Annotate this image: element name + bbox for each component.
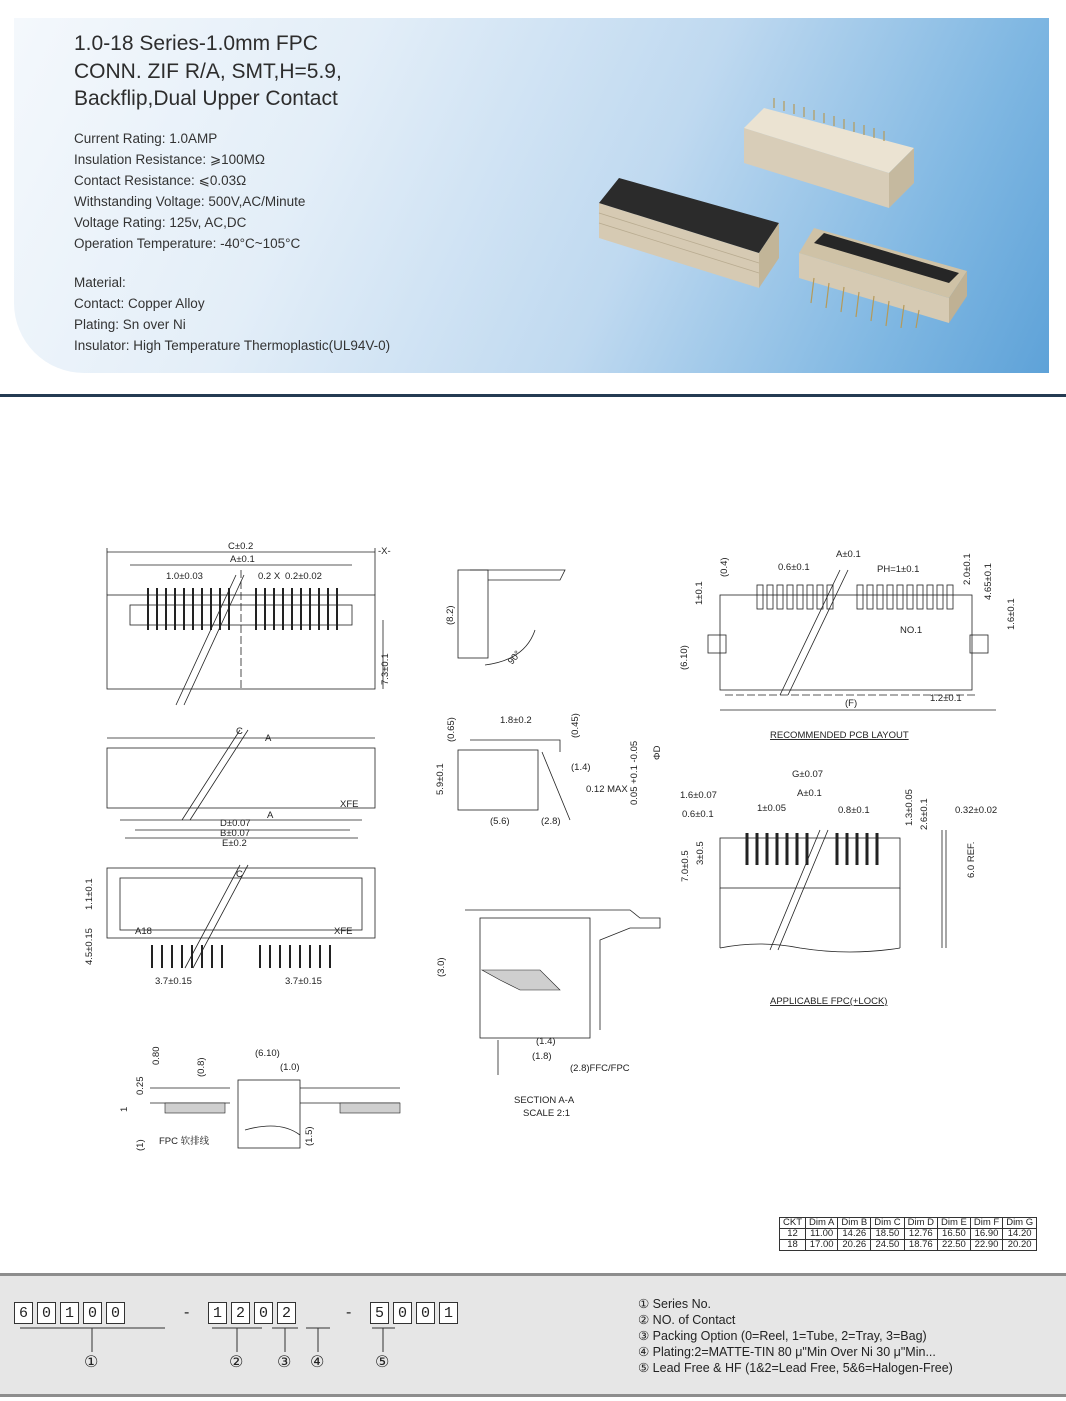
table-cell: 22.50 <box>938 1240 971 1251</box>
pn-digit: 0 <box>106 1302 125 1324</box>
material-insulator: Insulator: High Temperature Thermoplastic(UL94V-0) <box>74 338 391 353</box>
pn-marker-2: ② <box>229 1352 244 1371</box>
bottom-dim-1-5: (1.5) <box>304 1126 315 1146</box>
section-mark-a-top: A <box>265 733 272 744</box>
mark-xfe-1: XFE <box>340 799 359 810</box>
connector-image-left <box>599 178 779 288</box>
pcb-dim-pitch: PH=1±0.1 <box>877 564 920 575</box>
pcb-no1-mark: NO.1 <box>900 625 923 636</box>
table-row <box>780 1240 1037 1251</box>
fpc-dim-2-6: 2.6±0.1 <box>919 798 930 830</box>
top-view-pins <box>148 588 337 630</box>
pcb-dim-0-6: 0.6±0.1 <box>778 562 810 573</box>
pn-digit: 1 <box>60 1302 79 1324</box>
material-contact: Contact: Copper Alloy <box>74 296 205 311</box>
dim-8-2: (8.2) <box>445 605 456 625</box>
pn-digit: 0 <box>254 1302 273 1324</box>
spec-voltage-rating: Voltage Rating: 125v, AC,DC <box>74 215 247 230</box>
fpc-dim-0-6: 0.6±0.1 <box>682 809 714 820</box>
legend-contacts: ② NO. of Contact <box>638 1313 736 1327</box>
section-scale: SCALE 2:1 <box>523 1108 570 1119</box>
pcb-dim-f: (F) <box>845 698 858 709</box>
pn-marker-3: ③ <box>277 1352 292 1371</box>
pcb-dim-1-2: 1.2±0.1 <box>930 693 962 704</box>
bottom-front-view <box>107 865 375 968</box>
dim-0-65: (0.65) <box>446 717 457 742</box>
section-dim-2-8: (2.8)FFC/FPC <box>570 1063 630 1074</box>
fpc-title: APPLICABLE FPC(+LOCK) <box>770 996 888 1007</box>
table-header: CKT <box>780 1218 806 1229</box>
bottom-dim-0-25: 0.25 <box>135 1076 146 1095</box>
pn-digit: 2 <box>231 1302 250 1324</box>
table-header-row <box>780 1218 1037 1229</box>
pn-separator: - <box>346 1304 352 1321</box>
dim-3-7-left: 3.7±0.15 <box>155 976 192 987</box>
legend-packing: ③ Packing Option (0=Reel, 1=Tube, 2=Tray, 3=Bag) <box>638 1329 927 1343</box>
bottom-dim-6-10: (6.10) <box>255 1048 280 1059</box>
mark-xfe-2: XFE <box>334 926 353 937</box>
product-title <box>74 30 342 113</box>
table-cell: 18 <box>780 1240 806 1251</box>
pn-leader-lines <box>0 1326 500 1356</box>
dim-1-8: 1.8±0.2 <box>500 715 532 726</box>
dim-1-4: (1.4) <box>571 762 591 773</box>
dim-a: A±0.1 <box>230 554 255 565</box>
part-number-legend <box>638 1296 953 1376</box>
fpc-dim-g: G±0.07 <box>792 769 824 780</box>
table-cell: 18.50 <box>871 1229 904 1240</box>
dim-3-7-right: 3.7±0.15 <box>285 976 322 987</box>
connector-image-right <box>799 228 967 328</box>
section-dim-1-8: (1.8) <box>532 1051 552 1062</box>
fpc-dim-0-32: 0.32±0.02 <box>955 805 998 816</box>
bottom-dim-paren-1: (1) <box>135 1139 146 1151</box>
pn-digit: 0 <box>393 1302 412 1324</box>
dim-0-05: 0.05 +0.1 -0.05 <box>629 740 640 805</box>
table-cell: 20.26 <box>838 1240 871 1251</box>
technical-drawing <box>0 520 1066 1200</box>
connector-image-top <box>744 98 914 208</box>
header-panel <box>14 18 1049 373</box>
datum-x: -X- <box>378 546 391 557</box>
dim-7-3: 7.3±0.1 <box>380 653 391 685</box>
table-cell: 18.76 <box>904 1240 937 1251</box>
pcb-dim-0-4: (0.4) <box>719 557 730 577</box>
spec-operation-temperature: Operation Temperature: -40°C~105°C <box>74 236 301 251</box>
table-header: Dim A <box>806 1218 838 1229</box>
pn-digit: 2 <box>277 1302 296 1324</box>
pcb-dim-2-0: 2.0±0.1 <box>962 553 973 585</box>
fpc-dim-1: 1±0.05 <box>757 803 786 814</box>
table-cell: 20.20 <box>1003 1240 1037 1251</box>
spec-contact-resistance: Contact Resistance: ⩽0.03Ω <box>74 173 247 188</box>
fpc-dim-1-6: 1.6±0.07 <box>680 790 717 801</box>
bottom-view-pins <box>152 945 330 968</box>
pcb-layout-title: RECOMMENDED PCB LAYOUT <box>770 730 909 741</box>
table-cell: 16.90 <box>970 1229 1002 1240</box>
dim-e: E±0.2 <box>222 838 247 849</box>
table-header: Dim F <box>970 1218 1002 1229</box>
pcb-dim-a: A±0.1 <box>836 549 861 560</box>
dim-5-6: (5.6) <box>490 816 510 827</box>
fpc-view <box>720 830 946 952</box>
bottom-dim-0-8: (0.8) <box>196 1057 207 1077</box>
table-cell: 17.00 <box>806 1240 838 1251</box>
pcb-dim-6-10: (6.10) <box>679 645 690 670</box>
title-line-1: 1.0-18 Series-1.0mm FPC <box>74 32 318 55</box>
material-list <box>74 272 390 356</box>
pn-digit: 1 <box>208 1302 227 1324</box>
pcb-pads <box>757 585 953 609</box>
fpc-dim-a: A±0.1 <box>797 788 822 799</box>
bottom-dim-1: 1 <box>119 1106 130 1112</box>
dim-0-2: 0.2±0.02 <box>285 571 322 582</box>
fpc-dim-0-8: 0.8±0.1 <box>838 805 870 816</box>
material-plating: Plating: Sn over Ni <box>74 317 186 332</box>
section-dim-1-4: (1.4) <box>536 1036 556 1047</box>
table-header: Dim C <box>871 1218 904 1229</box>
table-cell: 11.00 <box>806 1229 838 1240</box>
dim-2-8: (2.8) <box>541 816 561 827</box>
pn-digit: 0 <box>416 1302 435 1324</box>
dim-tolerance-box: 0.2 X <box>258 571 281 582</box>
bottom-fpc-label: FPC 软排线 <box>159 1136 210 1147</box>
dim-4-5: 4.5±0.15 <box>84 928 95 965</box>
centerline-mark-1: C <box>236 726 243 737</box>
dim-5-9: 5.9±0.1 <box>435 763 446 795</box>
fpc-dim-6-0: 6.0 REF. <box>966 841 977 878</box>
dim-c: C±0.2 <box>228 541 254 552</box>
table-cell: 16.50 <box>938 1229 971 1240</box>
table-cell: 14.20 <box>1003 1229 1037 1240</box>
bottom-dim-1-0: (1.0) <box>280 1062 300 1073</box>
table-cell: 14.26 <box>838 1229 871 1240</box>
section-mark-a-bottom: A <box>267 810 274 821</box>
part-number-footer <box>0 1273 1066 1397</box>
pn-digit: 0 <box>83 1302 102 1324</box>
pn-digit: 6 <box>14 1302 33 1324</box>
pn-separator: - <box>184 1304 190 1321</box>
legend-plating: ④ Plating:2=MATTE-TIN 80 μ"Min Over Ni 30 μ"Min... <box>638 1345 936 1359</box>
dim-pitch: 1.0±0.03 <box>166 571 203 582</box>
bottom-dim-0-80: 0.80 <box>151 1046 162 1065</box>
fpc-dim-3: 3±0.5 <box>695 841 706 865</box>
mid-side-view <box>458 740 570 820</box>
part-number-group-contacts <box>208 1302 296 1324</box>
pcb-dim-1: 1±0.1 <box>694 581 705 605</box>
legend-series: ① Series No. <box>638 1297 712 1311</box>
spec-current-rating: Current Rating: 1.0AMP <box>74 131 218 146</box>
dim-0-12-max: 0.12 MAX <box>586 784 628 795</box>
table-cell: 22.90 <box>970 1240 1002 1251</box>
fpc-dim-7-0: 7.0±0.5 <box>680 850 691 882</box>
section-title: SECTION A-A <box>514 1095 575 1106</box>
pn-digit: 0 <box>37 1302 56 1324</box>
connector-product-photo <box>589 88 999 328</box>
fpc-cable-hatch <box>165 970 560 1113</box>
pcb-dim-1-6: 1.6±0.1 <box>1006 598 1017 630</box>
title-line-2: CONN. ZIF R/A, SMT,H=5.9, <box>74 59 342 83</box>
dim-b: B±0.07 <box>220 828 251 839</box>
side-view <box>458 570 565 665</box>
mark-a18: A18 <box>135 926 152 937</box>
pn-marker-1: ① <box>84 1352 99 1371</box>
pn-digit: 1 <box>439 1302 458 1324</box>
table-header: Dim B <box>838 1218 871 1229</box>
centerline-mark-2: C <box>236 869 243 880</box>
table-header: Dim E <box>938 1218 971 1229</box>
spec-insulation-resistance: Insulation Resistance: ⩾100MΩ <box>74 152 265 167</box>
table-row <box>780 1229 1037 1240</box>
table-cell: 12.76 <box>904 1229 937 1240</box>
dim-1-1: 1.1±0.1 <box>84 878 95 910</box>
pn-digit: 5 <box>370 1302 389 1324</box>
table-cell: 24.50 <box>871 1240 904 1251</box>
pn-marker-5: ⑤ <box>375 1352 390 1371</box>
spec-list <box>74 128 305 254</box>
dim-0-45: (0.45) <box>570 713 581 738</box>
table-header: Dim G <box>1003 1218 1037 1229</box>
dim-d: D±0.07 <box>220 818 251 829</box>
dim-phi-d: ΦD <box>652 745 663 760</box>
dim-90deg: 90° <box>505 648 524 667</box>
fpc-dim-1-3: 1.3±0.05 <box>904 789 915 826</box>
section-view <box>465 910 660 1075</box>
part-number-group-suffix <box>370 1302 458 1324</box>
header-divider <box>0 394 1066 397</box>
pcb-dim-4-65: 4.65±0.1 <box>983 563 994 600</box>
legend-lead-free: ⑤ Lead Free & HF (1&2=Lead Free, 5&6=Halogen-Free) <box>638 1361 953 1375</box>
part-number-group-series <box>14 1302 125 1324</box>
table-header: Dim D <box>904 1218 937 1229</box>
table-cell: 12 <box>780 1229 806 1240</box>
section-dim-3-0: (3.0) <box>436 957 447 977</box>
title-line-3: Backflip,Dual Upper Contact <box>74 87 338 110</box>
material-heading: Material: <box>74 275 126 290</box>
spec-withstanding-voltage: Withstanding Voltage: 500V,AC/Minute <box>74 194 306 209</box>
pn-marker-4: ④ <box>310 1352 325 1371</box>
dimension-table <box>779 1217 1037 1251</box>
